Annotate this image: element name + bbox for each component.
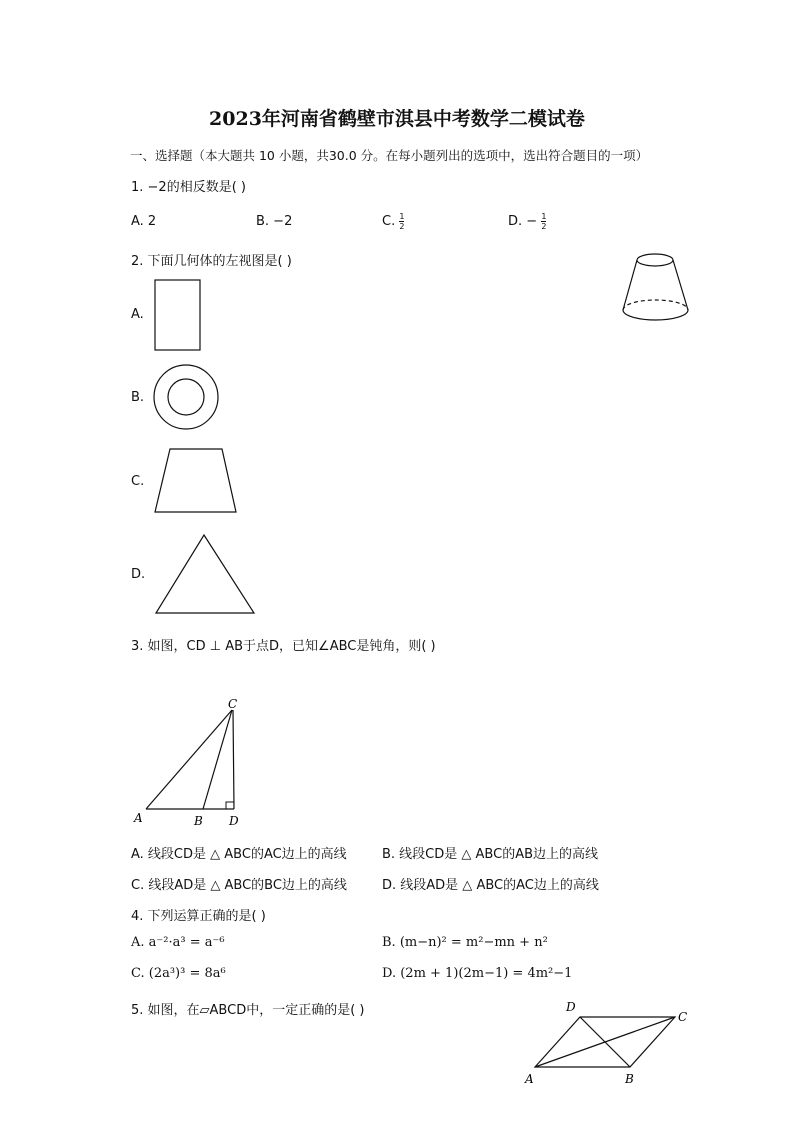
section-heading: 一、选择题（本大题共 10 小题，共30.0 分。在每小题列出的选项中，选出符合题目的一项）	[130, 148, 649, 163]
question-4-option-c: C. (2a³)³ = 8a⁶	[131, 966, 226, 981]
vertex-label-a: A	[134, 811, 143, 825]
question-4-option-d: D. (2m + 1)(2m−1) = 4m²−1	[382, 966, 573, 981]
vertex-label-d: D	[566, 1000, 576, 1014]
question-4-option-b: B. (m−n)² = m²−mn + n²	[382, 935, 548, 950]
vertex-label-c: C	[678, 1010, 688, 1024]
option-d-label: D. −	[508, 214, 538, 229]
fraction-one-half: $\frac{1}{2}$	[399, 212, 405, 231]
parallelogram-abcd-figure	[520, 995, 700, 1090]
question-2-option-a: A.	[131, 307, 144, 322]
concentric-circles-figure	[151, 364, 223, 432]
vertex-label-b: B	[194, 814, 203, 828]
triangle-figure	[153, 532, 259, 618]
fraction-one-half: $\frac{1}{2}$	[541, 212, 547, 231]
page-title: 2023年河南省鹤壁市淇县中考数学二模试卷	[209, 108, 585, 130]
question-2-stem: 2. 下面几何体的左视图是( )	[131, 254, 292, 269]
trapezoid-figure	[152, 446, 240, 516]
vertex-label-d: D	[229, 814, 239, 828]
question-1-option-a: A. 2	[131, 214, 157, 229]
question-2-option-c: C.	[131, 474, 145, 489]
question-4-stem: 4. 下列运算正确的是( )	[131, 909, 266, 924]
rectangle-figure	[153, 278, 203, 352]
vertex-label-b: B	[625, 1072, 634, 1086]
question-1-option-c	[382, 212, 404, 231]
frustum-figure	[615, 248, 695, 330]
question-3-stem: 3. 如图，CD ⊥ AB于点D，已知∠ABC是钝角，则( )	[131, 639, 436, 654]
question-4-option-a: A. a⁻²·a³ = a⁻⁶	[131, 935, 225, 950]
question-2-option-d: D.	[131, 567, 146, 582]
question-3-option-d: D. 线段AD是 △ ABC的AC边上的高线	[382, 878, 599, 893]
question-1-option-d	[508, 212, 546, 231]
question-1-option-b: B. −2	[256, 214, 293, 229]
question-2-option-b: B.	[131, 390, 145, 405]
question-3-option-a: A. 线段CD是 △ ABC的AC边上的高线	[131, 847, 347, 862]
vertex-label-a: A	[525, 1072, 534, 1086]
option-c-label: C.	[382, 214, 396, 229]
question-1-stem: 1. −2的相反数是( )	[131, 180, 246, 195]
question-5-stem: 5. 如图，在▱ABCD中，一定正确的是( )	[131, 1003, 365, 1018]
question-3-option-c: C. 线段AD是 △ ABC的BC边上的高线	[131, 878, 347, 893]
question-3-option-b: B. 线段CD是 △ ABC的AB边上的高线	[382, 847, 599, 862]
vertex-label-c: C	[228, 697, 238, 711]
triangle-abc-height-figure	[128, 694, 253, 829]
